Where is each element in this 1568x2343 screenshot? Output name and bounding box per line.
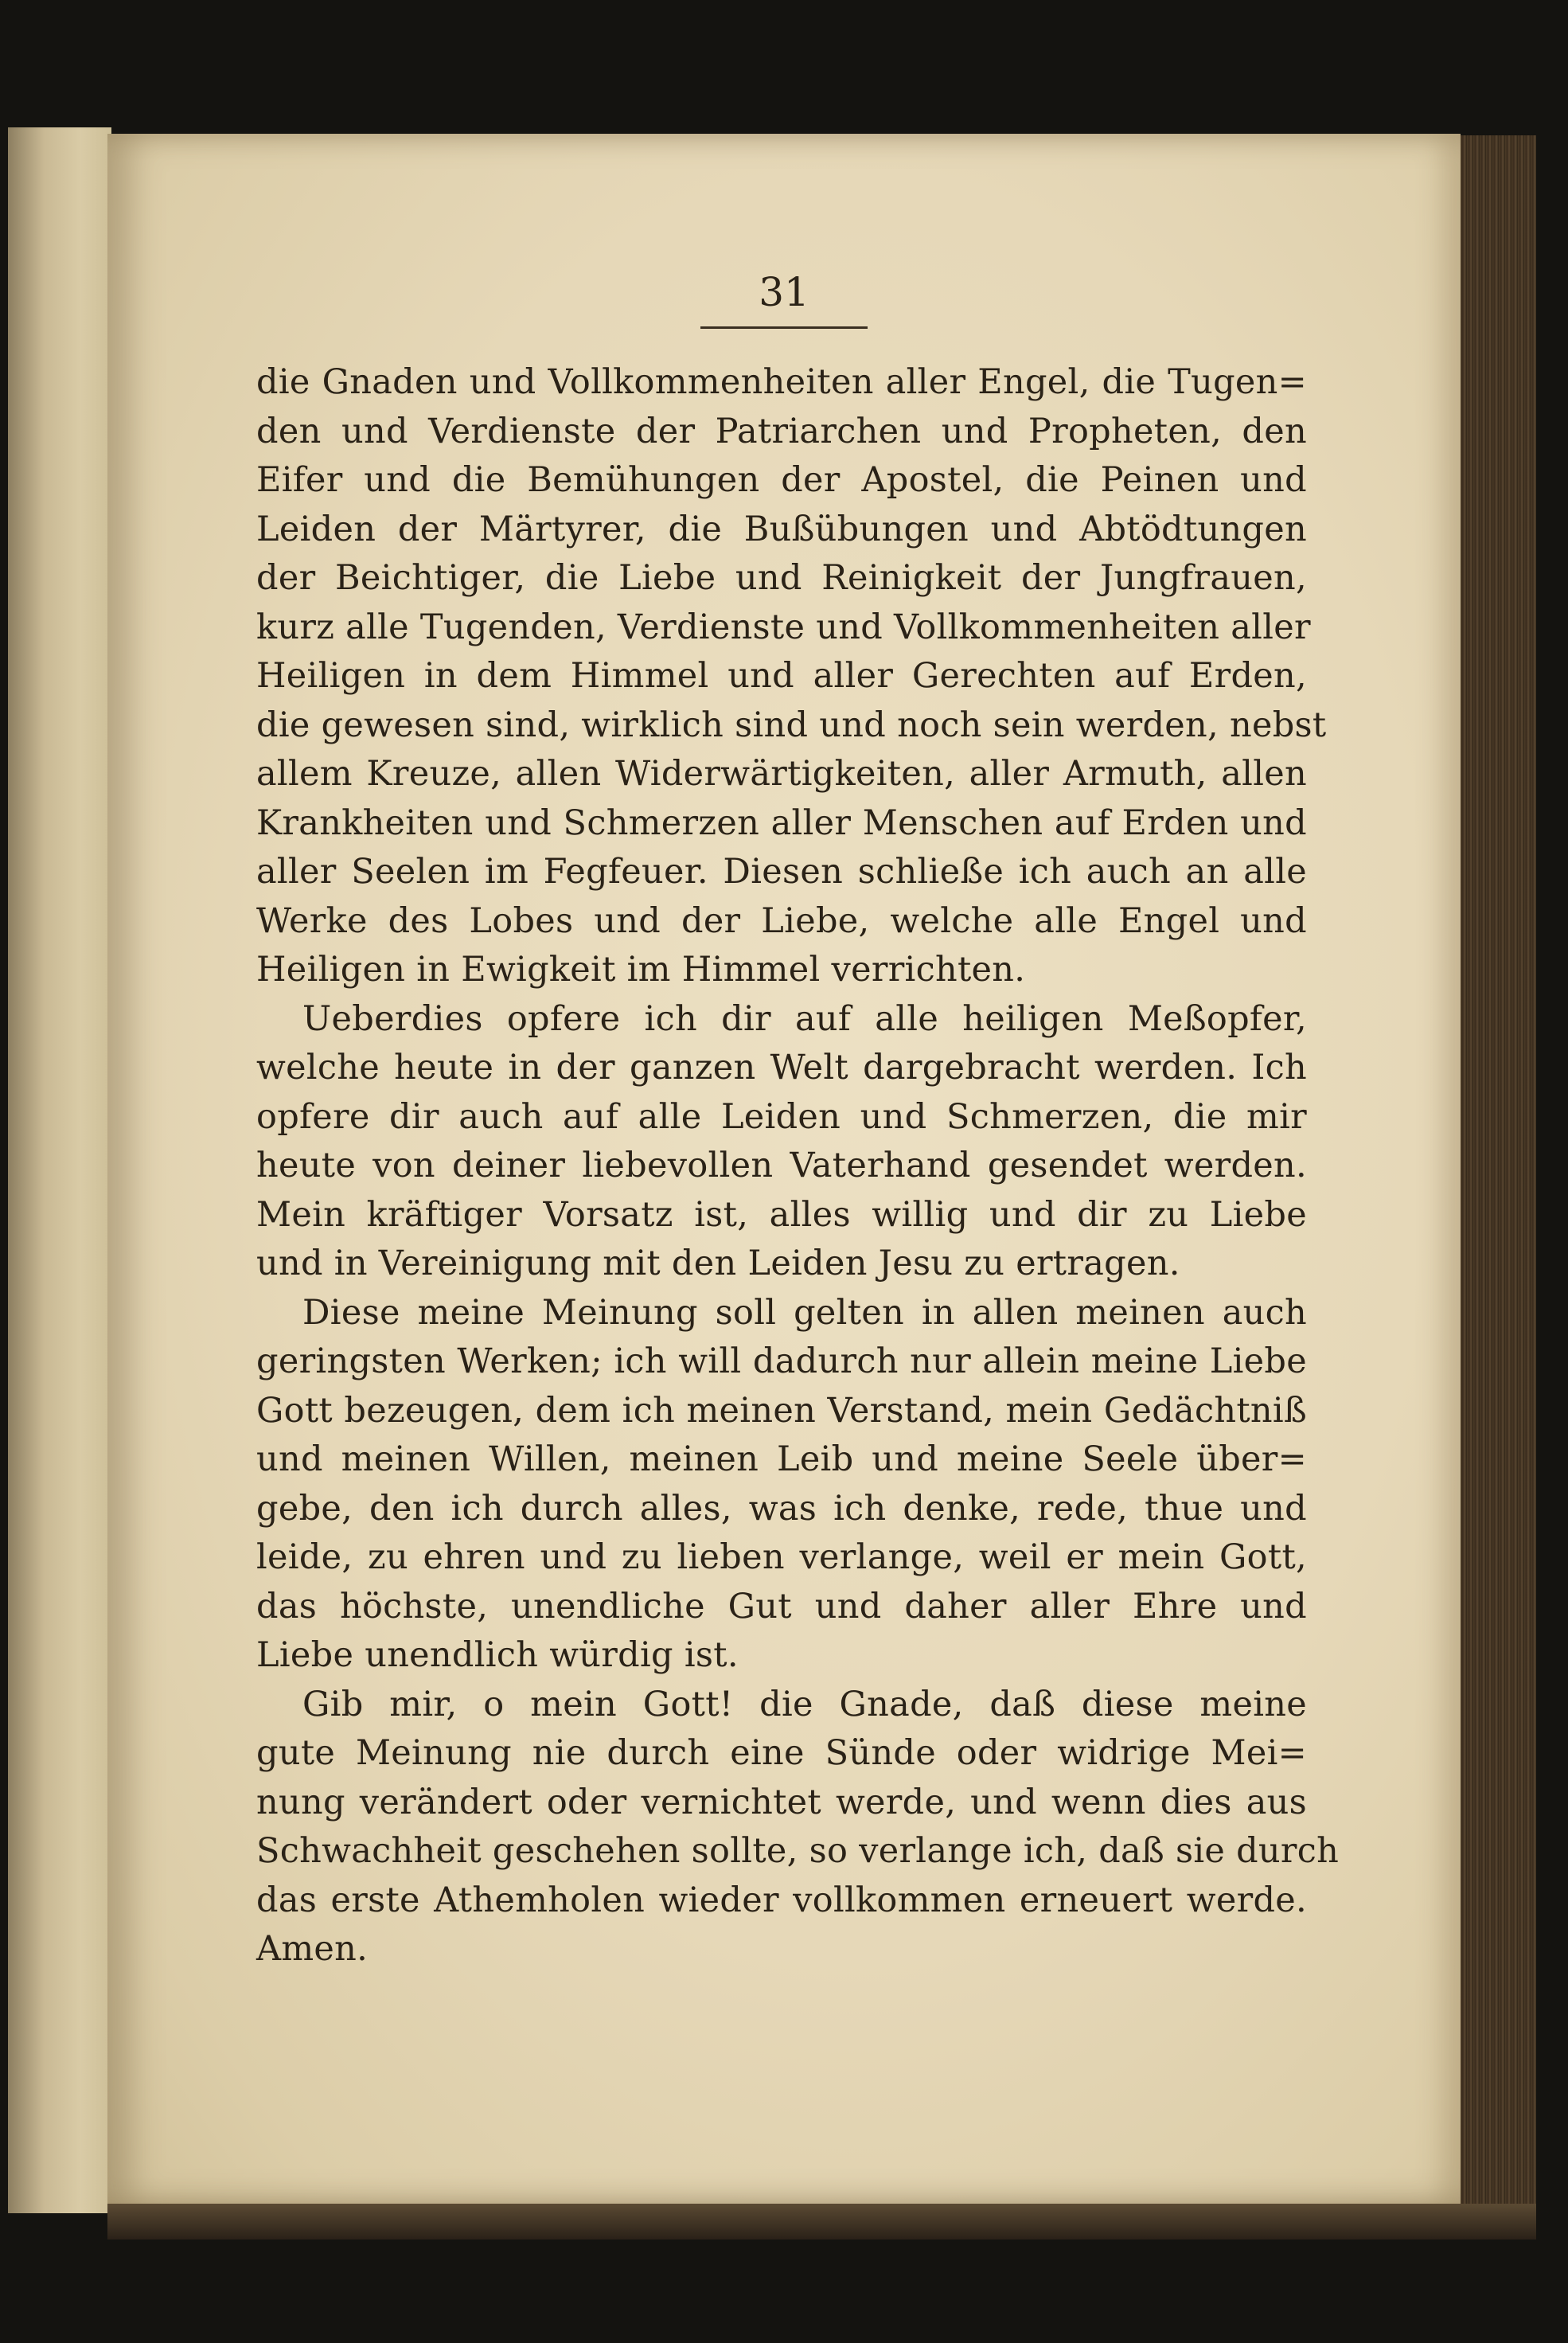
text-line: Eifer und die Bemühungen der Apostel, die Peinen und [256,460,1307,500]
text-line: Liebe unendlich würdig ist. [256,1635,739,1675]
text-line: heute von deiner liebevollen Vaterhand gesendet werden. [256,1146,1307,1185]
text-line: Gib mir, o mein Gott! die Gnade, daß diese meine [302,1684,1307,1724]
page-number-rule [700,326,868,329]
text-line: gute Meinung nie durch eine Sünde oder widrige Mei= [256,1733,1307,1773]
body-text [256,358,1340,1974]
text-line: Krankheiten und Schmerzen aller Menschen auf Erden und [256,802,1307,843]
book-cover-bottom [107,2204,1536,2240]
text-line: Gott bezeugen, dem ich meinen Verstand, mein Gedächtniß [256,1390,1307,1431]
text-line: Schwachheit geschehen sollte, so verlange ich, daß sie durch [256,1831,1340,1871]
text-line: leide, zu ehren und zu lieben verlange, weil er mein Gott, [256,1537,1307,1577]
left-page-edge [8,127,111,2213]
page-number: 31 [759,269,809,315]
text-line: die gewesen sind, wirklich sind und noch sein werden, nebst [256,705,1327,745]
text-line: und meinen Willen, meinen Leib und meine Seele über= [256,1439,1307,1479]
text-line: die Gnaden und Vollkommenheiten aller Engel, die Tugen= [256,362,1307,402]
text-line: Mein kräftiger Vorsatz ist, alles willig und dir zu Liebe [256,1194,1307,1235]
page-block-edges [1461,135,1536,2213]
text-line: gebe, den ich durch alles, was ich denke, rede, thue und [256,1488,1307,1529]
text-line: Ueberdies opfere ich dir auf alle heiligen Meßopfer, [302,998,1307,1039]
text-line: den und Verdienste der Patriarchen und Propheten, den [256,411,1307,451]
text-line: Heiligen in dem Himmel und aller Gerechten auf Erden, [256,656,1307,696]
text-line: welche heute in der ganzen Welt dargebracht werden. Ich [256,1048,1307,1088]
text-line: Diese meine Meinung soll gelten in allen meinen auch [302,1292,1307,1333]
text-line: opfere dir auch auf alle Leiden und Schmerzen, die mir [256,1096,1307,1137]
text-line: das erste Athemholen wieder vollkommen erneuert werde. [256,1880,1307,1920]
text-line: aller Seelen im Fegfeuer. Diesen schließe ich auch an alle [256,852,1307,892]
text-line: Werke des Lobes und der Liebe, welche alle Engel und [256,900,1307,941]
text-line: geringsten Werken; ich will dadurch nur allein meine Liebe [256,1341,1307,1381]
text-line: nung verändert oder vernichtet werde, und wenn dies aus [256,1782,1307,1822]
text-line: der Beichtiger, die Liebe und Reinigkeit der Jungfrauen, [256,558,1307,598]
text-line: Amen. [256,1929,369,1969]
text-line: kurz alle Tugenden, Verdienste und Vollkommenheiten aller [256,607,1311,647]
text-line: Heiligen in Ewigkeit im Himmel verrichten. [256,950,1026,990]
text-line: und in Vereinigung mit den Leiden Jesu zu ertragen. [256,1244,1180,1283]
text-line: das höchste, unendliche Gut und daher aller Ehre und [256,1586,1307,1626]
text-line: Leiden der Märtyrer, die Bußübungen und Abtödtungen [256,509,1307,549]
text-line: allem Kreuze, allen Widerwärtigkeiten, aller Armuth, allen [256,754,1307,794]
